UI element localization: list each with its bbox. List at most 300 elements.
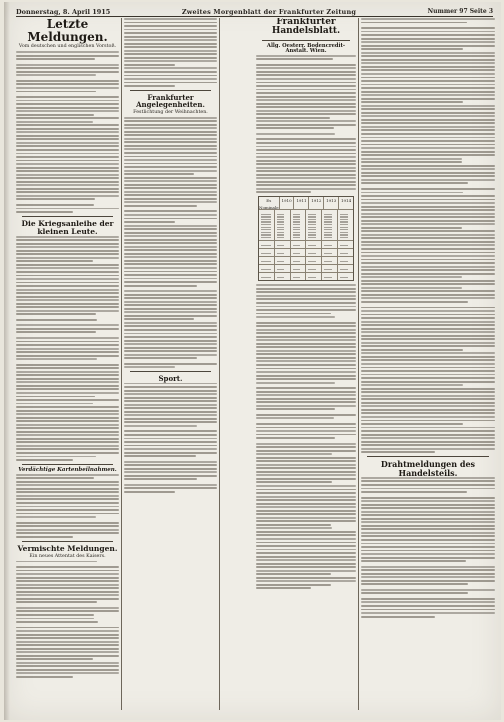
text-line <box>361 144 495 146</box>
text-line <box>361 430 495 432</box>
text-line <box>124 156 217 158</box>
text-line <box>16 474 119 476</box>
article-body <box>124 18 217 493</box>
text-line <box>124 491 175 493</box>
text-line <box>124 75 217 77</box>
text-line <box>124 141 217 143</box>
text-line <box>124 294 217 296</box>
text-line <box>361 345 495 347</box>
heading-vermischte-meldungen: Vermischte Meldungen. <box>17 543 118 553</box>
text-line <box>361 500 495 502</box>
text-line <box>16 516 96 518</box>
text-line <box>16 513 119 515</box>
text-line <box>16 128 119 130</box>
text-line <box>361 69 495 71</box>
text-line <box>16 522 119 524</box>
text-line <box>124 425 197 427</box>
text-line <box>124 354 217 356</box>
text-line <box>124 445 217 447</box>
text-line <box>16 170 119 172</box>
table-cell <box>259 265 275 272</box>
text-line <box>16 445 119 447</box>
text-line <box>256 457 356 459</box>
text-line <box>256 408 335 410</box>
text-line <box>124 120 217 122</box>
text-line <box>124 85 175 87</box>
text-line <box>256 346 356 348</box>
text-line <box>361 129 495 131</box>
text-line <box>361 195 495 197</box>
text-line <box>124 205 197 207</box>
table-cell <box>306 273 322 280</box>
heading-frankfurter-angelegenheiten: Frankfurter Angelegenheiten. <box>136 92 205 110</box>
text-line <box>361 535 495 537</box>
table-cell <box>275 265 291 272</box>
text-line <box>16 355 119 357</box>
text-line <box>256 481 332 483</box>
text-line <box>16 477 94 479</box>
text-line <box>361 115 495 117</box>
text-line <box>16 420 119 422</box>
table-row <box>259 210 353 241</box>
text-line <box>16 188 119 190</box>
table-cell <box>291 210 307 240</box>
text-line <box>256 471 356 473</box>
text-line <box>16 83 119 85</box>
text-line <box>124 187 217 189</box>
text-line <box>16 74 96 76</box>
text-line <box>16 630 119 632</box>
text-line <box>256 110 356 112</box>
table-cell <box>275 241 291 248</box>
text-line <box>256 401 356 403</box>
text-line <box>361 22 467 24</box>
text-line <box>16 211 73 213</box>
text-line <box>16 149 119 151</box>
divider <box>130 371 211 372</box>
text-line <box>361 34 495 36</box>
divider <box>22 464 113 465</box>
text-line <box>361 151 495 153</box>
text-line <box>124 438 217 440</box>
text-line <box>256 434 356 436</box>
text-line <box>256 573 331 575</box>
table-cell <box>322 257 338 264</box>
text-line <box>16 163 119 165</box>
text-line <box>124 25 217 27</box>
text-line <box>124 304 217 306</box>
text-line <box>361 488 495 490</box>
table-cell <box>322 249 338 256</box>
text-line <box>361 307 495 309</box>
text-line <box>361 557 495 559</box>
text-line <box>361 87 495 89</box>
text-line <box>16 627 119 629</box>
column-4 <box>256 18 356 712</box>
text-line <box>256 350 356 352</box>
text-line <box>16 676 73 678</box>
text-line <box>361 405 495 407</box>
text-line <box>256 538 356 540</box>
heading-handelsblatt: Frankfurter Handelsblatt. <box>271 18 341 37</box>
text-line <box>16 610 119 612</box>
text-line <box>361 216 495 218</box>
table-row <box>259 257 353 265</box>
text-line <box>16 621 98 623</box>
text-line <box>361 147 495 149</box>
text-line <box>16 328 119 330</box>
text-line <box>124 53 217 55</box>
text-line <box>16 658 93 660</box>
text-line <box>16 337 119 339</box>
text-line <box>256 485 356 487</box>
text-line <box>361 518 495 520</box>
text-line <box>16 351 119 353</box>
text-line <box>361 252 495 254</box>
text-line <box>361 223 495 225</box>
text-line <box>16 117 119 119</box>
text-line <box>361 27 495 29</box>
text-line <box>16 80 119 82</box>
text-line <box>16 364 119 366</box>
text-line <box>256 160 356 162</box>
text-line <box>124 201 217 203</box>
text-line <box>16 285 119 287</box>
text-line <box>361 314 495 316</box>
text-line <box>124 239 217 241</box>
text-line <box>124 127 217 129</box>
text-line <box>361 437 495 439</box>
table-row <box>259 265 353 273</box>
text-line <box>124 315 217 317</box>
text-line <box>361 511 495 513</box>
text-line <box>124 246 217 248</box>
text-line <box>256 295 356 297</box>
text-line <box>16 275 119 277</box>
text-line <box>124 235 217 237</box>
text-line <box>16 378 119 380</box>
text-line <box>16 495 119 497</box>
text-line <box>361 402 495 404</box>
text-line <box>124 278 217 280</box>
text-line <box>124 397 217 399</box>
text-line <box>256 552 356 554</box>
text-line <box>361 521 495 523</box>
text-line <box>16 181 119 183</box>
text-line <box>16 431 119 433</box>
text-line <box>256 353 356 355</box>
text-line <box>16 103 119 105</box>
text-line <box>16 96 119 98</box>
table-cell <box>259 241 275 248</box>
text-line <box>16 399 119 401</box>
text-line <box>361 434 495 436</box>
text-line <box>16 388 119 390</box>
text-line <box>256 527 332 529</box>
masthead-date: Donnerstag, 8. April 1915 <box>16 7 111 16</box>
table-header-cell: 1910 <box>280 197 295 209</box>
text-line <box>361 294 495 296</box>
text-line <box>361 105 495 107</box>
text-line <box>124 418 217 420</box>
text-line <box>16 502 119 504</box>
heading-verdaechtige: Verdächtige Kartenbeilnahmen. <box>18 466 117 473</box>
text-line <box>361 598 495 600</box>
text-line <box>16 331 96 333</box>
text-line <box>256 138 356 140</box>
table-cell <box>291 265 307 272</box>
table-cell <box>291 257 307 264</box>
text-line <box>124 29 217 31</box>
text-line <box>124 67 217 69</box>
text-line <box>256 474 356 476</box>
table-cell <box>306 257 322 264</box>
text-line <box>16 371 119 373</box>
text-line <box>124 267 217 269</box>
text-line <box>361 388 495 390</box>
text-line <box>124 60 217 62</box>
text-line <box>256 288 356 290</box>
text-line <box>361 140 495 142</box>
text-line <box>16 184 119 186</box>
text-line <box>124 138 217 140</box>
text-line <box>361 126 495 128</box>
text-line <box>16 434 119 436</box>
text-line <box>256 577 356 579</box>
text-line <box>256 464 356 466</box>
text-line <box>256 64 356 66</box>
text-line <box>16 64 119 66</box>
text-line <box>16 278 119 280</box>
text-line <box>256 357 356 359</box>
text-line <box>256 371 356 373</box>
text-line <box>361 331 495 333</box>
text-line <box>361 301 468 303</box>
text-line <box>256 542 356 544</box>
text-line <box>361 297 495 299</box>
text-line <box>256 405 356 407</box>
text-line <box>124 350 217 352</box>
text-line <box>16 509 119 511</box>
table-cell <box>338 241 353 248</box>
text-line <box>256 117 330 119</box>
text-line <box>361 381 495 383</box>
text-line <box>16 665 119 667</box>
text-line <box>16 310 119 312</box>
text-line <box>361 441 495 443</box>
divider <box>22 216 113 217</box>
text-line <box>361 269 495 271</box>
text-line <box>361 182 468 184</box>
text-line <box>256 513 356 515</box>
text-line <box>16 614 94 616</box>
table-cell <box>291 241 307 248</box>
text-line <box>16 367 119 369</box>
text-line <box>361 230 495 232</box>
text-line <box>124 400 217 402</box>
text-line <box>16 484 119 486</box>
text-line <box>361 38 495 40</box>
text-line <box>124 390 217 392</box>
text-line <box>361 384 463 386</box>
text-line <box>361 175 495 177</box>
text-line <box>16 566 119 568</box>
text-line <box>16 584 119 586</box>
text-line <box>361 546 495 548</box>
text-line <box>256 506 356 508</box>
column-2 <box>124 18 217 712</box>
text-line <box>256 559 356 561</box>
text-line <box>124 159 217 161</box>
text-line <box>256 492 356 494</box>
text-line <box>256 103 356 105</box>
text-line <box>16 591 119 593</box>
table-header-cell: 1911 <box>294 197 309 209</box>
text-line <box>16 634 119 636</box>
text-line <box>361 206 495 208</box>
text-line <box>124 347 217 349</box>
text-line <box>256 587 311 589</box>
text-line <box>16 289 119 291</box>
text-line <box>361 398 495 400</box>
text-line <box>256 124 356 126</box>
text-line <box>124 163 217 165</box>
text-line <box>361 589 495 591</box>
table-cell <box>306 265 322 272</box>
text-line <box>256 520 356 522</box>
text-line <box>256 67 356 69</box>
text-line <box>16 392 119 394</box>
table-cell <box>322 273 338 280</box>
text-line <box>16 385 119 387</box>
text-line <box>16 250 119 252</box>
text-line <box>124 184 217 186</box>
text-line <box>361 137 495 139</box>
text-line <box>16 292 119 294</box>
text-line <box>361 133 495 135</box>
text-line <box>256 174 356 176</box>
text-line <box>124 242 217 244</box>
text-line <box>16 669 119 671</box>
text-line <box>124 404 217 406</box>
text-line <box>124 256 217 258</box>
column-1 <box>16 18 119 712</box>
table-header-cell: 1912 <box>309 197 324 209</box>
text-line <box>256 417 334 419</box>
text-line <box>256 446 356 448</box>
text-line <box>124 430 217 432</box>
article-body <box>124 383 217 493</box>
text-line <box>124 173 194 175</box>
text-line <box>361 168 495 170</box>
text-line <box>124 64 175 66</box>
text-line <box>361 525 495 527</box>
text-line <box>361 507 495 509</box>
text-line <box>16 648 119 650</box>
text-line <box>361 416 495 418</box>
text-line <box>361 363 495 365</box>
text-line <box>361 601 495 603</box>
text-line <box>124 50 217 52</box>
text-line <box>16 491 119 493</box>
text-line <box>256 566 356 568</box>
text-line <box>124 421 217 423</box>
text-line <box>256 437 335 439</box>
text-line <box>16 594 119 596</box>
text-line <box>361 412 495 414</box>
text-line <box>361 41 495 43</box>
text-line <box>256 580 356 582</box>
article-body <box>256 55 356 194</box>
masthead-page-number: Nummer 97 Seite 3 <box>427 8 493 15</box>
text-line <box>124 180 217 182</box>
text-line <box>361 395 495 397</box>
text-line <box>124 82 217 84</box>
text-line <box>361 491 467 493</box>
text-line <box>361 290 495 292</box>
text-line <box>16 396 95 398</box>
text-line <box>16 529 119 531</box>
text-line <box>256 284 356 286</box>
table-cell <box>259 249 275 256</box>
text-line <box>124 318 194 320</box>
text-line <box>361 55 495 57</box>
text-line <box>361 569 495 571</box>
text-line <box>124 78 217 80</box>
text-line <box>16 121 93 123</box>
text-line <box>361 188 495 190</box>
table-cell <box>259 257 275 264</box>
text-line <box>16 481 119 483</box>
text-line <box>16 448 119 450</box>
text-line <box>16 672 119 674</box>
text-line <box>256 71 356 73</box>
text-line <box>124 452 217 454</box>
text-line <box>124 221 175 223</box>
text-line <box>124 39 217 41</box>
text-line <box>361 255 495 257</box>
text-line <box>124 393 217 395</box>
text-line <box>361 477 495 479</box>
text-line <box>256 499 356 501</box>
text-line <box>361 165 495 167</box>
text-line <box>16 306 119 308</box>
text-line <box>16 427 119 429</box>
text-line <box>256 478 356 480</box>
text-line <box>256 142 356 144</box>
text-line <box>124 145 217 147</box>
text-line <box>124 357 197 359</box>
text-line <box>124 36 217 38</box>
text-line <box>16 100 119 102</box>
text-line <box>256 427 356 429</box>
text-line <box>124 225 217 227</box>
text-line <box>256 364 356 366</box>
text-line <box>124 263 217 265</box>
text-line <box>361 48 463 50</box>
heading-bodencredit: Allg. Oesterr. Bodencredit-Anstalt. Wien. <box>266 42 346 55</box>
text-line <box>124 325 217 327</box>
text-line <box>361 504 495 506</box>
text-line <box>256 394 356 396</box>
text-line <box>256 133 335 135</box>
text-line <box>16 651 119 653</box>
text-line <box>256 549 356 551</box>
text-line <box>16 381 119 383</box>
article-body <box>256 284 356 589</box>
text-line <box>124 487 217 489</box>
text-line <box>16 488 119 490</box>
